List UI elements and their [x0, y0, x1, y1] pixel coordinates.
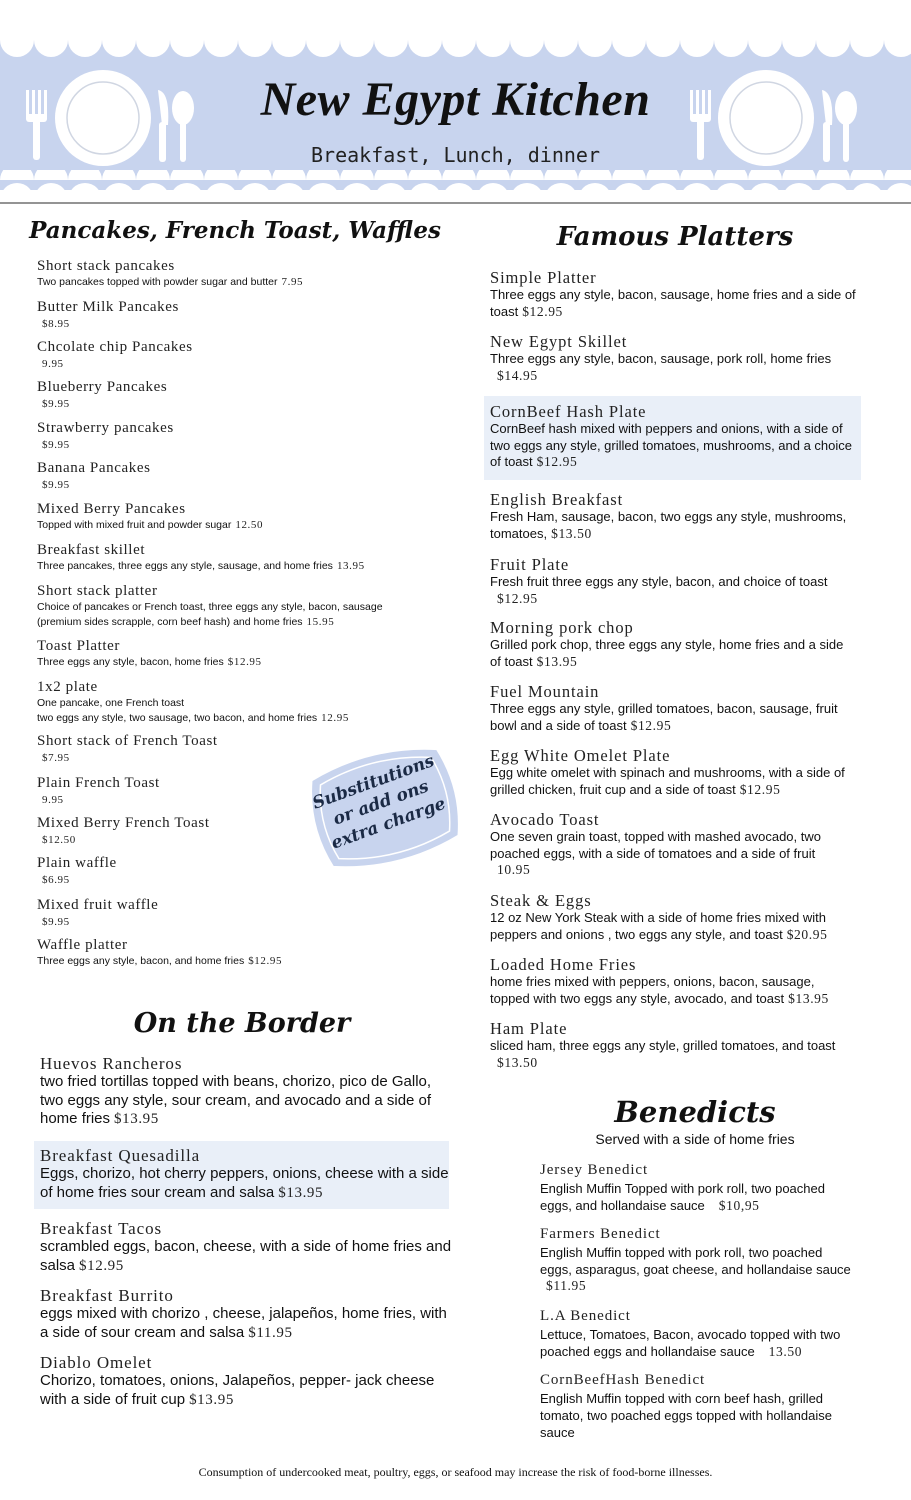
item-name: Jersey Benedict	[540, 1162, 649, 1178]
menu-item	[490, 555, 870, 607]
item-description: Egg white omelet with spinach and mushrooms, with a side of grilled chicken, fruit cup and a side of toast $12.95	[490, 765, 845, 797]
item-price: 13.50	[768, 1344, 803, 1359]
item-price: $20.95	[786, 926, 828, 942]
item-price: $13.95	[278, 1184, 324, 1201]
item-description: Choice of pancakes or French toast, three eggs any style, bacon, sausage (premium sides scrapple, corn beef hash) and home fries 15.95	[37, 601, 383, 628]
item-name: L.A Benedict	[540, 1308, 631, 1324]
item-name: Avocado Toast	[490, 810, 600, 829]
menu-item	[40, 1286, 460, 1342]
menu-item	[37, 638, 477, 670]
item-description: home fries mixed with peppers, onions, bacon, sausage, topped with two eggs any style, avocado, and toast $13.95	[490, 974, 829, 1006]
item-price: $14.95	[497, 367, 538, 383]
item-description: Three eggs any style, bacon, and home fries $12.95	[37, 955, 283, 967]
item-name: Huevos Rancheros	[40, 1054, 183, 1073]
item-description: Three eggs any style, bacon, sausage, home fries and a side of toast $12.95	[490, 287, 856, 319]
item-name: Waffle platter	[37, 937, 128, 953]
item-name: Toast Platter	[37, 638, 120, 654]
menu-item	[40, 1353, 460, 1409]
item-name: Diablo Omelet	[40, 1353, 153, 1372]
item-price: $12.95	[522, 303, 563, 319]
section-title-pancakes: Pancakes, French Toast, Waffles	[29, 217, 441, 244]
menu-item	[37, 501, 477, 533]
item-description: One pancake, one French toast two eggs any style, two sausage, two bacon, and home fries 12.95	[37, 697, 349, 724]
item-description: Three eggs any style, bacon, sausage, pork roll, home fries	[490, 351, 832, 366]
restaurant-tagline: Breakfast, Lunch, dinner	[311, 143, 600, 167]
item-description: Eggs, chorizo, hot cherry peppers, onions, cheese with a side of home fries sour cream and salsa $13.95	[40, 1165, 449, 1201]
item-name: Fruit Plate	[490, 555, 570, 574]
item-name: Steak & Eggs	[490, 891, 592, 910]
item-description: CornBeef hash mixed with peppers and onions, with a side of two eggs any style, grilled tomatoes, mushrooms, and a choice of toast $12.95	[490, 421, 853, 469]
item-price: $12.95	[497, 590, 538, 606]
item-description: two fried tortillas topped with beans, chorizo, pico de Gallo, two eggs any style, sour cream, and avocado and a side of home fries $13.95	[40, 1073, 432, 1127]
menu-item	[37, 937, 477, 969]
menu-item	[37, 420, 477, 453]
menu-item	[37, 379, 477, 412]
item-description: sliced ham, three eggs any style, grilled tomatoes, and toast	[490, 1038, 836, 1053]
menu-item	[37, 679, 477, 726]
item-price: $12.95	[248, 955, 283, 967]
menu-item	[490, 332, 870, 384]
menu-item	[490, 1019, 870, 1071]
item-name: Egg White Omelet Plate	[490, 746, 671, 765]
menu-item	[540, 1307, 880, 1360]
item-description: Fresh Ham, sausage, bacon, two eggs any style, mushrooms, tomatoes, $13.50	[490, 509, 847, 541]
item-price: $13.50	[497, 1054, 538, 1070]
item-name: Plain waffle	[37, 855, 117, 871]
item-name: Strawberry pancakes	[37, 420, 174, 436]
menu-item	[37, 897, 477, 930]
item-name: Morning pork chop	[490, 618, 634, 637]
item-name: Short stack pancakes	[37, 258, 175, 274]
item-description: eggs mixed with chorizo , cheese, jalapeños, home fries, with a side of sour cream and salsa $11.95	[40, 1305, 447, 1341]
item-price: $11.95	[248, 1324, 293, 1341]
menu-item	[490, 891, 870, 943]
item-name: Butter Milk Pancakes	[37, 299, 179, 315]
item-description: Two pancakes topped with powder sugar and butter 7.95	[37, 276, 304, 288]
item-price: $13.95	[189, 1391, 234, 1408]
item-price: 9.95	[42, 358, 64, 370]
item-name: Breakfast skillet	[37, 542, 146, 558]
item-name: Short stack platter	[37, 583, 158, 599]
menu-item	[490, 618, 870, 670]
item-name: Plain French Toast	[37, 775, 160, 791]
item-name: Ham Plate	[490, 1019, 568, 1038]
item-description: One seven grain toast, topped with mashed avocado, two poached eggs, with a side of tomatoes and a side of fruit	[490, 829, 821, 861]
restaurant-name: New Egypt Kitchen	[260, 73, 651, 126]
item-price: $11.95	[546, 1278, 587, 1293]
item-price: 12.95	[321, 712, 349, 724]
item-price: $12.95	[79, 1257, 124, 1274]
item-price: $12.95	[630, 717, 672, 733]
item-price: $12.50	[42, 834, 76, 846]
item-description: 12 oz New York Steak with a side of home fries mixed with peppers and onions , two eggs any style, and toast $20.95	[490, 910, 828, 942]
item-price: $12.95	[536, 454, 578, 469]
item-name: Mixed Berry French Toast	[37, 815, 210, 831]
menu-item	[490, 810, 870, 878]
item-name: English Breakfast	[490, 490, 624, 509]
item-price: $12.95	[227, 656, 262, 668]
item-price: $13.95	[788, 990, 829, 1006]
item-description: Fresh fruit three eggs any style, bacon, and choice of toast	[490, 574, 828, 589]
item-price: $13.95	[114, 1111, 159, 1127]
item-price: $8.95	[42, 318, 70, 330]
item-name: 1x2 plate	[37, 679, 98, 695]
menu-item	[490, 490, 870, 542]
item-price: $9.95	[42, 398, 70, 410]
item-price: $12.95	[739, 781, 781, 797]
item-description: scrambled eggs, bacon, cheese, with a side of home fries and salsa $12.95	[40, 1238, 452, 1274]
item-name: Chcolate chip Pancakes	[37, 339, 193, 355]
item-name: CornBeefHash Benedict	[540, 1372, 706, 1388]
section-title-platters: Famous Platters	[556, 222, 794, 252]
item-name: Loaded Home Fries	[490, 955, 637, 974]
menu-item	[490, 682, 870, 734]
menu-item	[490, 746, 870, 798]
item-name: Breakfast Tacos	[40, 1219, 162, 1238]
menu-item	[490, 402, 870, 471]
item-name: Farmers Benedict	[540, 1226, 661, 1242]
item-price: 12.50	[235, 519, 264, 531]
item-price: $10,95	[718, 1198, 760, 1213]
item-description: English Muffin topped with corn beef hash, grilled tomato, two poached eggs topped with hollandaise sauce	[540, 1391, 832, 1440]
item-description: English Muffin Topped with pork roll, two poached eggs, and hollandaise sauce $10,95	[540, 1181, 825, 1213]
item-price: 15.95	[306, 616, 335, 628]
item-price: $13.50	[551, 525, 592, 541]
item-price: $9.95	[42, 439, 70, 451]
item-name: Breakfast Quesadilla	[40, 1146, 201, 1165]
item-name: Simple Platter	[490, 268, 597, 287]
item-description: Chorizo, tomatoes, onions, Jalapeños, pepper- jack cheese with a side of fruit cup $13.95	[40, 1372, 435, 1408]
item-description: Grilled pork chop, three eggs any style, home fries and a side of toast $13.95	[490, 637, 844, 669]
item-name: Short stack of French Toast	[37, 733, 218, 749]
menu-item	[540, 1225, 880, 1294]
item-description: Topped with mixed fruit and powder sugar 12.50	[37, 519, 264, 531]
menu-item	[40, 1054, 460, 1129]
menu-item	[37, 583, 477, 630]
menu-item	[540, 1161, 880, 1214]
item-description: English Muffin topped with pork roll, two poached eggs, asparagus, goat cheese, and hollandaise sauce	[540, 1245, 851, 1277]
item-description: Three eggs any style, bacon, home fries $12.95	[37, 656, 262, 668]
menu-item	[540, 1371, 880, 1441]
section-title-benedicts: Benedicts	[614, 1095, 776, 1129]
menu-item	[37, 542, 477, 574]
menu-item	[40, 1219, 460, 1275]
item-name: Mixed fruit waffle	[37, 897, 159, 913]
stamp-text: Substitutions or add ons extra charge	[309, 751, 449, 854]
item-name: Blueberry Pancakes	[37, 379, 168, 395]
menu-item	[37, 258, 477, 290]
item-description: Three eggs any style, grilled tomatoes, bacon, sausage, fruit bowl and a side of toast $12.95	[490, 701, 838, 733]
menu-item	[490, 955, 870, 1007]
item-price: $7.95	[42, 752, 70, 764]
item-description: Three pancakes, three eggs any style, sausage, and home fries 13.95	[37, 560, 365, 572]
item-price: $9.95	[42, 479, 70, 491]
item-price: $9.95	[42, 916, 70, 928]
item-description: Lettuce, Tomatoes, Bacon, avocado topped with two poached eggs and hollandaise sauce 13.50	[540, 1327, 841, 1359]
item-name: Banana Pancakes	[37, 460, 151, 476]
menu-item	[37, 299, 477, 332]
item-price: 9.95	[42, 794, 64, 806]
item-price: 13.95	[336, 560, 365, 572]
menu-header	[0, 0, 911, 205]
menu-item	[37, 339, 477, 372]
menu-item	[490, 268, 870, 320]
item-price: 7.95	[281, 276, 304, 288]
menu-item	[37, 460, 477, 493]
item-name: New Egypt Skillet	[490, 332, 628, 351]
benedicts-note: Served with a side of home fries	[595, 1131, 795, 1147]
item-name: Fuel Mountain	[490, 682, 600, 701]
section-title-border: On the Border	[133, 1008, 351, 1039]
item-name: Mixed Berry Pancakes	[37, 501, 186, 517]
item-name: CornBeef Hash Plate	[490, 402, 647, 421]
item-name: Breakfast Burrito	[40, 1286, 174, 1305]
menu-item	[40, 1146, 460, 1202]
item-price: 10.95	[497, 862, 531, 877]
food-safety-disclaimer: Consumption of undercooked meat, poultry, eggs, or seafood may increase the risk of food-borne illnesses.	[198, 1465, 713, 1479]
item-price: $13.95	[536, 653, 578, 669]
item-price: $6.95	[42, 874, 70, 886]
